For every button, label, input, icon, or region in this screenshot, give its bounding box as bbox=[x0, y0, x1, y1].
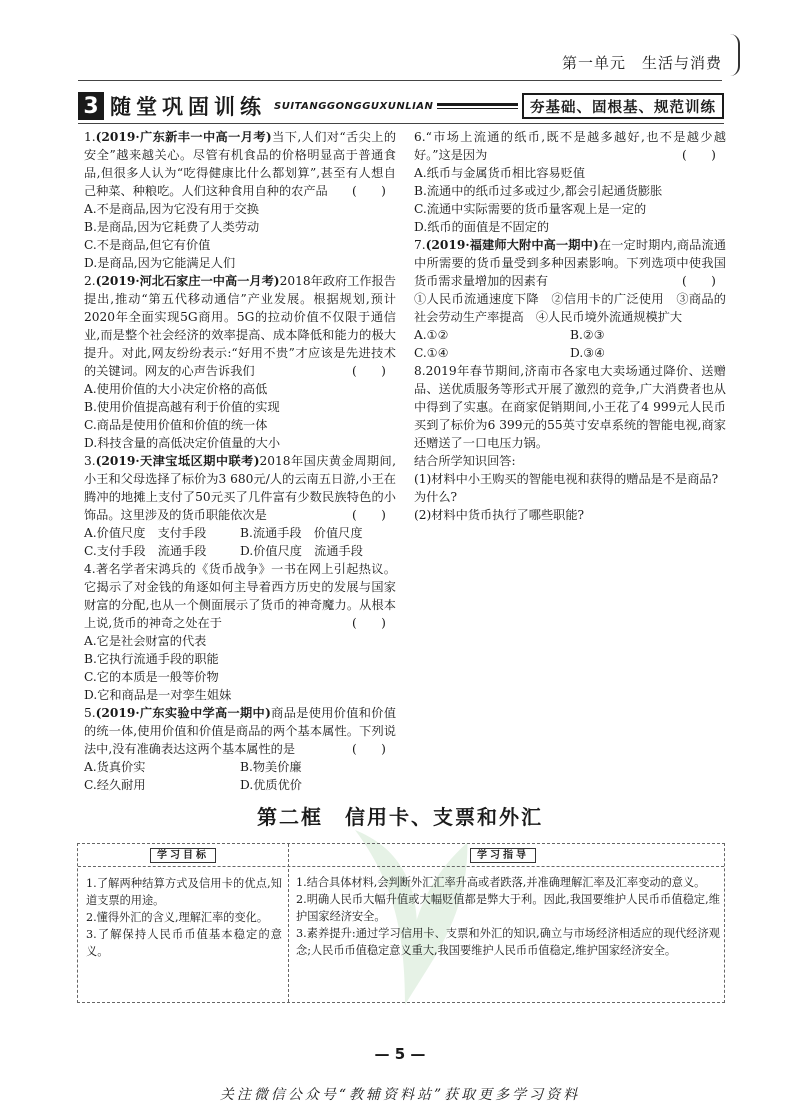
option[interactable]: A.价值尺度 支付手段 bbox=[84, 526, 207, 540]
header-bracket bbox=[730, 34, 740, 76]
option[interactable]: D.纸币的面值是不固定的 bbox=[414, 220, 550, 234]
option[interactable]: D.科技含量的高低决定价值量的大小 bbox=[84, 436, 281, 450]
question-8: 8.2019年春节期间,济南市各家电大卖场通过降价、送赠品、送优质服务等形式开展了激烈的竞争,广大消费者也从中得到了实惠。在商家促销期间,小王花了4 999元人民币买到了标价为6 399元的55英寸安卓系统的智能电视,商家还赠送了一口电压力锅。 结合所学知识回答: (1)材料中小王购买的智能电视和获得的赠品是不是商品?为什么? (2)材料中货币执行了哪些职能? bbox=[414, 364, 726, 522]
header-rule bbox=[78, 80, 722, 81]
learning-table bbox=[77, 843, 725, 1003]
left-column bbox=[84, 128, 396, 794]
learning-goals-tag: 学习目标 bbox=[150, 848, 216, 863]
option[interactable]: D.价值尺度 流通手段 bbox=[240, 544, 363, 558]
answer-blank[interactable]: ( ) bbox=[682, 274, 716, 288]
table-divider bbox=[288, 844, 289, 1002]
option[interactable]: C.商品是使用价值和价值的统一体 bbox=[84, 418, 268, 432]
goal-item: 1.了解两种结算方式及信用卡的优点,知道支票的用途。 bbox=[86, 877, 282, 907]
option[interactable]: C.它的本质是一般等价物 bbox=[84, 670, 219, 684]
guide-item: 2.明确人民币大幅升值或大幅贬值都是弊大于利。因此,我国要维护人民币币值稳定,维护国家经济安全。 bbox=[296, 893, 720, 923]
option[interactable]: C.不是商品,但它有价值 bbox=[84, 238, 211, 252]
option[interactable]: A.它是社会财富的代表 bbox=[84, 634, 207, 648]
answer-blank[interactable]: ( ) bbox=[352, 616, 386, 630]
question-7: 7.(2019·福建师大附中高一期中)在一定时期内,商品流通中所需要的货币量受到多种因素影响。下列选项中使我国货币需求量增加的因素有 ( ) ①人民币流通速度下降 ②信用卡的广泛使用 ③商品的社会劳动生产率提高 ④人民币境外流通规模扩大 A.①② B.②③ C.①④ D.③④ bbox=[414, 238, 726, 360]
option[interactable]: B.物美价廉 bbox=[240, 760, 302, 774]
banner-pinyin: SUITANGGONGGUXUNLIAN bbox=[274, 100, 434, 112]
answer-blank[interactable]: ( ) bbox=[352, 508, 386, 522]
option[interactable]: D.是商品,因为它能满足人们 bbox=[84, 256, 236, 270]
unit-header: 第一单元 生活与消费 bbox=[561, 54, 722, 72]
section-banner bbox=[78, 92, 724, 120]
question-8-prompt: 结合所学知识回答: bbox=[414, 454, 516, 468]
option[interactable]: B.流通手段 价值尺度 bbox=[240, 526, 363, 540]
sub-question: (2)材料中货币执行了哪些职能? bbox=[414, 508, 585, 522]
answer-blank[interactable]: ( ) bbox=[352, 742, 386, 756]
learning-guide-tag: 学习指导 bbox=[470, 848, 536, 863]
learning-guides bbox=[296, 874, 720, 959]
option[interactable]: D.③④ bbox=[570, 346, 606, 360]
learning-goals bbox=[86, 875, 282, 960]
option[interactable]: B.是商品,因为它耗费了人类劳动 bbox=[84, 220, 260, 234]
right-column bbox=[414, 128, 726, 524]
option[interactable]: B.它执行流通手段的职能 bbox=[84, 652, 219, 666]
option[interactable]: A.①② bbox=[414, 328, 449, 342]
question-1: 1.(2019·广东新丰一中高一月考)当下,人们对“舌尖上的安全”越来越关心。尽管有机食品的价格明显高于普通食品,但很多人认为“吃得健康比什么都划算”,甚至有人想自己种菜、种粮吃。人们这种食用自种的农产品 ( ) A.不是商品,因为它没有用于交换 B.是商品,因为它耗费了人类劳动 C.不是商品,但它有价值 D.是商品,因为它能满足人们 bbox=[84, 130, 397, 270]
sub-question: (1)材料中小王购买的智能电视和获得的赠品是不是商品?为什么? bbox=[414, 472, 719, 504]
option[interactable]: A.货真价实 bbox=[84, 760, 146, 774]
banner-title: 随堂巩固训练 bbox=[110, 95, 266, 119]
answer-blank[interactable]: ( ) bbox=[682, 148, 716, 162]
question-4: 4.著名学者宋鸿兵的《货币战争》一书在网上引起热议。它揭示了对金钱的角逐如何主导着西方历史的发展与国家财富的分配,也从一个侧面展示了货币的神奇魔力。从根本上说,货币的神奇之处在于 ( ) A.它是社会财富的代表 B.它执行流通手段的职能 C.它的本质是一般等价物 D.它和商品是一对孪生姐妹 bbox=[84, 562, 396, 702]
page-number: — 5 — bbox=[374, 1045, 426, 1063]
option[interactable]: D.优质优价 bbox=[240, 778, 302, 792]
question-3: 3.(2019·天津宝坻区期中联考)2018年国庆黄金周期间,小王和父母选择了标价为3 680元/人的云南五日游,小王在腾冲的地摊上支付了50元买了几件富有少数民族特色的小饰品。这里涉及的货币职能依次是 ( ) A.价值尺度 支付手段 B.流通手段 价值尺度 C.支付手段 流通手段 D.价值尺度 流通手段 bbox=[84, 454, 397, 558]
answer-blank[interactable]: ( ) bbox=[352, 184, 386, 198]
guide-item: 3.素养提升:通过学习信用卡、支票和外汇的知识,确立与市场经济相适应的现代经济观念;人民币币值稳定意义重大,我国要维护人民币币值稳定,维护国家经济安全。 bbox=[296, 927, 720, 957]
goal-item: 3.了解保持人民币币值基本稳定的意义。 bbox=[86, 928, 282, 958]
goal-item: 2.懂得外汇的含义,理解汇率的变化。 bbox=[86, 911, 269, 924]
banner-number: 3 bbox=[78, 92, 104, 120]
section-title: 第二框 信用卡、支票和外汇 bbox=[257, 805, 543, 829]
option[interactable]: B.流通中的纸币过多或过少,都会引起通货膨胀 bbox=[414, 184, 663, 198]
answer-blank[interactable]: ( ) bbox=[352, 364, 386, 378]
question-6: 6.“市场上流通的纸币,既不是越多越好,也不是越少越好。”这是因为 ( ) A.纸币与金属货币相比容易贬值 B.流通中的纸币过多或过少,都会引起通货膨胀 C.流通中实际需要的货币量客观上是一定的 D.纸币的面值是不固定的 bbox=[414, 130, 726, 234]
option[interactable]: C.经久耐用 bbox=[84, 778, 146, 792]
banner-slogan: 夯基础、固根基、规范训练 bbox=[522, 93, 724, 119]
option[interactable]: B.使用价值提高越有利于价值的实现 bbox=[84, 400, 280, 414]
option[interactable]: A.使用价值的大小决定价格的高低 bbox=[84, 382, 268, 396]
question-7-items: ①人民币流通速度下降 ②信用卡的广泛使用 ③商品的社会劳动生产率提高 ④人民币境外流通规模扩大 bbox=[414, 292, 726, 324]
question-5: 5.(2019·广东实验中学高一期中)商品是使用价值和价值的统一体,使用价值和价值是商品的两个基本属性。下列说法中,没有准确表达这两个基本属性的是 ( ) A.货真价实 B.物美价廉 C.经久耐用 D.优质优价 bbox=[84, 706, 397, 792]
option[interactable]: C.①④ bbox=[414, 346, 449, 360]
option[interactable]: D.它和商品是一对孪生姐妹 bbox=[84, 688, 232, 702]
option[interactable]: A.纸币与金属货币相比容易贬值 bbox=[414, 166, 586, 180]
footer-notice: 关注微信公众号“教辅资料站”获取更多学习资料 bbox=[219, 1087, 581, 1103]
banner-line bbox=[437, 103, 518, 109]
option[interactable]: B.②③ bbox=[570, 328, 605, 342]
question-2: 2.(2019·河北石家庄一中高一月考)2018年政府工作报告提出,推动“第五代移动通信”产业发展。根据规划,预计2020年全面实现5G商用。5G的拉动价值不仅限于通信业,而是整个社会经济的效率提高、成本降低和能力的极大提升。对此,网友纷纷表示:“好用不贵”才应该是先进技术的关键词。网友的心声告诉我们 ( ) A.使用价值的大小决定价格的高低 B.使用价值提高越有利于价值的实现 C.商品是使用价值和价值的统一体 D.科技含量的高低决定价值量的大小 bbox=[84, 274, 396, 450]
guide-item: 1.结合具体材料,会判断外汇汇率升高或者跌落,并准确理解汇率及汇率变动的意义。 bbox=[296, 876, 706, 889]
table-head-rule bbox=[78, 866, 724, 867]
option[interactable]: C.支付手段 流通手段 bbox=[84, 544, 207, 558]
banner-rule bbox=[78, 123, 724, 124]
option[interactable]: C.流通中实际需要的货币量客观上是一定的 bbox=[414, 202, 647, 216]
option[interactable]: A.不是商品,因为它没有用于交换 bbox=[84, 202, 259, 216]
